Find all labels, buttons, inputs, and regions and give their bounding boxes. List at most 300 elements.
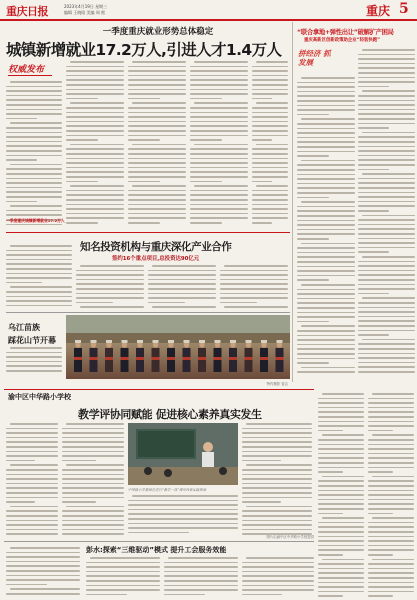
- dancer-sash: [105, 357, 113, 360]
- text-line: [6, 579, 80, 581]
- text-line: [66, 107, 124, 109]
- text-line: [128, 194, 186, 196]
- text-line: [368, 411, 414, 413]
- text-line: [62, 487, 124, 489]
- text-line: [318, 526, 364, 528]
- dancer-head: [122, 342, 127, 347]
- lead-headline: 城镇新增就业17.2万人,引进人才1.4万人: [6, 41, 282, 59]
- text-line: [6, 515, 58, 517]
- text-line: [358, 233, 415, 235]
- text-line: [10, 81, 62, 83]
- text-line: [6, 136, 62, 138]
- text-line: [6, 552, 80, 554]
- text-line: [358, 201, 415, 203]
- text-line: [190, 162, 248, 164]
- text-line: [252, 135, 288, 137]
- text-line: [66, 79, 124, 81]
- col-divider: [292, 22, 293, 382]
- text-line: [297, 215, 355, 217]
- text-line: [252, 181, 272, 183]
- text-line: [66, 93, 124, 95]
- text-line: [318, 457, 364, 459]
- right-top-column-2: [358, 48, 415, 376]
- dancer-head: [230, 342, 235, 347]
- text-line: [362, 215, 415, 217]
- text-line: [6, 263, 72, 265]
- text-line: [358, 81, 415, 83]
- text-line: [256, 61, 288, 63]
- text-line: [128, 153, 186, 155]
- text-line: [242, 492, 312, 494]
- text-line: [318, 522, 364, 524]
- text-line: [76, 279, 144, 281]
- dancer-headdress: [277, 340, 283, 343]
- text-line: [368, 526, 414, 528]
- text-line: [368, 407, 414, 409]
- text-line: [66, 162, 124, 164]
- text-line: [194, 185, 248, 187]
- text-line: [252, 139, 272, 141]
- school-column-3: [128, 494, 238, 536]
- text-line: [297, 330, 355, 332]
- text-line: [6, 104, 62, 106]
- text-line: [62, 474, 124, 476]
- text-line: [6, 86, 62, 88]
- text-line: [318, 421, 364, 423]
- text-line: [6, 441, 58, 443]
- text-line: [322, 434, 364, 436]
- dancer-sash: [74, 357, 82, 360]
- text-line: [358, 307, 415, 309]
- dancer-sash: [276, 357, 284, 360]
- dancer-head: [184, 342, 189, 347]
- text-line: [318, 444, 364, 446]
- text-line: [90, 557, 160, 559]
- text-line: [242, 589, 314, 591]
- text-line: [358, 334, 389, 336]
- text-line: [242, 497, 312, 499]
- text-line: [190, 89, 248, 91]
- text-line: [368, 595, 393, 597]
- text-line: [297, 233, 355, 235]
- dancer-sash: [214, 357, 222, 360]
- text-line: [6, 250, 72, 252]
- text-line: [242, 562, 314, 564]
- text-line: [62, 451, 124, 453]
- text-line: [301, 243, 355, 245]
- dancer-headdress: [261, 340, 267, 343]
- classroom-illustration: [128, 423, 238, 485]
- text-line: [66, 167, 124, 169]
- text-line: [128, 148, 186, 150]
- text-line: [368, 508, 414, 510]
- text-line: [6, 95, 62, 97]
- text-line: [252, 194, 288, 196]
- text-line: [128, 125, 186, 127]
- text-line: [190, 217, 248, 219]
- text-line: [362, 297, 415, 299]
- text-line: [164, 562, 238, 564]
- dancer-head: [246, 342, 251, 347]
- school-column-4: [242, 422, 312, 536]
- text-line: [128, 70, 186, 72]
- text-line: [10, 286, 72, 288]
- text-line: [6, 529, 58, 531]
- text-line: [66, 190, 124, 192]
- text-line: [318, 494, 364, 496]
- text-line: [358, 270, 415, 272]
- text-line: [368, 522, 414, 524]
- text-line: [6, 145, 62, 147]
- text-line: [242, 510, 312, 512]
- text-line: [358, 109, 415, 111]
- text-line: [66, 84, 124, 86]
- text-line: [358, 302, 415, 304]
- text-line: [6, 478, 58, 480]
- text-line: [132, 144, 186, 146]
- text-line: [190, 70, 248, 72]
- text-line: [252, 222, 272, 224]
- text-line: [242, 529, 312, 531]
- right-top-column-1: [297, 76, 355, 376]
- text-line: [242, 432, 312, 434]
- text-line: [358, 353, 415, 355]
- text-line: [318, 503, 364, 505]
- text-line: [128, 116, 186, 118]
- text-line: [152, 265, 216, 267]
- text-line: [358, 187, 415, 189]
- text-line: [256, 144, 288, 146]
- text-line: [297, 348, 355, 350]
- text-line: [358, 104, 415, 106]
- text-line: [6, 584, 47, 586]
- mid-column-3: [148, 264, 216, 310]
- text-line: [66, 116, 124, 118]
- text-line: [10, 464, 58, 466]
- text-line: [128, 121, 186, 123]
- text-line: [246, 557, 314, 559]
- text-line: [6, 533, 58, 535]
- text-line: [301, 367, 355, 369]
- date-line: 2023年4月19日 星期三: [64, 4, 108, 9]
- text-line: [6, 182, 62, 184]
- text-line: [164, 575, 238, 577]
- text-line: [66, 176, 124, 178]
- text-line: [62, 460, 96, 462]
- text-line: [6, 141, 62, 143]
- text-line: [164, 589, 238, 591]
- text-line: [322, 393, 364, 395]
- text-line: [190, 125, 248, 127]
- text-line: [368, 577, 414, 579]
- text-line: [242, 455, 312, 457]
- text-line: [6, 469, 58, 471]
- text-line: [297, 298, 355, 300]
- text-line: [297, 266, 355, 268]
- text-line: [66, 204, 124, 206]
- text-line: [66, 194, 124, 196]
- text-line: [256, 102, 288, 104]
- text-line: [6, 520, 58, 522]
- text-line: [358, 196, 415, 198]
- text-line: [358, 219, 415, 221]
- text-line: [362, 256, 415, 258]
- text-line: [224, 265, 288, 267]
- section-name: 重庆: [366, 4, 391, 18]
- text-line: [66, 199, 124, 201]
- text-line: [368, 540, 414, 542]
- text-line: [62, 483, 124, 485]
- text-line: [10, 122, 62, 124]
- text-line: [62, 441, 124, 443]
- text-line: [301, 201, 355, 203]
- text-line: [164, 566, 238, 568]
- text-line: [368, 416, 414, 418]
- text-line: [190, 75, 248, 77]
- text-line: [252, 93, 288, 95]
- text-line: [297, 206, 355, 208]
- text-line: [6, 501, 35, 503]
- text-line: [190, 176, 248, 178]
- text-line: [297, 252, 355, 254]
- text-line: [6, 159, 37, 161]
- text-line: [6, 191, 62, 193]
- text-line: [220, 283, 288, 285]
- text-line: [358, 159, 415, 161]
- bottom-headline: 彭水:探索“三维驱动”模式 提升工会服务效能: [86, 546, 227, 554]
- text-line: [6, 524, 58, 526]
- text-line: [6, 214, 62, 216]
- text-line: [66, 208, 124, 210]
- text-line: [62, 455, 124, 457]
- text-line: [190, 121, 248, 123]
- text-line: [362, 173, 415, 175]
- text-line: [358, 357, 415, 359]
- text-line: [358, 146, 415, 148]
- photo-title-line-1: 乌江苗族: [8, 323, 40, 332]
- text-line: [190, 153, 248, 155]
- text-line: [297, 307, 355, 309]
- text-line: [297, 302, 355, 304]
- text-line: [297, 270, 355, 272]
- mid-headline: 知名投资机构与重庆深化产业合作: [80, 241, 232, 253]
- text-line: [86, 585, 160, 587]
- text-line: [242, 483, 312, 485]
- text-line: [76, 302, 113, 304]
- text-line: [80, 306, 144, 308]
- dancer-headdress: [91, 340, 97, 343]
- mid-column-2: [76, 264, 144, 310]
- text-line: [168, 557, 238, 559]
- lead-kicker: 一季度重庆就业形势总体稳定: [102, 27, 214, 37]
- text-line: [128, 158, 186, 160]
- bottom-column-2: [86, 556, 160, 598]
- text-line: [242, 524, 312, 526]
- right-lower-column-2: [368, 392, 414, 598]
- mid-subhead: 签约16个重点项目,总投资达90亿元: [112, 256, 200, 262]
- text-line: [190, 199, 248, 201]
- text-line: [318, 508, 364, 510]
- text-line: [62, 533, 124, 535]
- text-line: [368, 402, 414, 404]
- page-number: 5: [399, 1, 409, 17]
- text-line: [252, 153, 288, 155]
- text-line: [128, 112, 186, 114]
- text-line: [358, 224, 415, 226]
- text-line: [368, 563, 414, 565]
- text-line: [358, 261, 415, 263]
- text-line: [190, 84, 248, 86]
- photo-story-text: [6, 346, 62, 374]
- lead-subhead: 一季度重庆城镇新增就业17.2万人: [6, 218, 65, 223]
- lead-column-5: [252, 60, 288, 228]
- text-line: [148, 279, 216, 281]
- text-line: [6, 178, 62, 180]
- text-line: [242, 585, 314, 587]
- dancer-headdress: [184, 340, 190, 343]
- text-line: [297, 229, 355, 231]
- text-line: [164, 585, 238, 587]
- text-line: [301, 284, 355, 286]
- text-line: [318, 591, 364, 593]
- dancer-sash: [229, 357, 237, 360]
- text-line: [297, 321, 329, 323]
- text-line: [6, 201, 37, 203]
- text-line: [190, 204, 248, 206]
- text-line: [76, 283, 144, 285]
- text-line: [10, 588, 80, 590]
- text-line: [358, 288, 415, 290]
- text-line: [358, 54, 415, 56]
- text-line: [6, 492, 58, 494]
- text-line: [252, 98, 272, 100]
- text-line: [318, 513, 343, 515]
- text-line: [318, 402, 364, 404]
- text-line: [128, 509, 238, 511]
- text-line: [358, 242, 415, 244]
- dancer-head: [137, 342, 142, 347]
- text-line: [297, 275, 355, 277]
- text-line: [66, 506, 124, 508]
- paper-logo: 重庆日报: [6, 5, 48, 18]
- text-line: [301, 118, 355, 120]
- text-line: [297, 220, 355, 222]
- right-lower-column-1: [318, 392, 364, 598]
- text-line: [10, 205, 62, 207]
- text-line: [358, 123, 415, 125]
- text-line: [148, 270, 216, 272]
- text-line: [190, 66, 248, 68]
- text-line: [10, 506, 58, 508]
- text-line: [297, 316, 355, 318]
- text-line: [190, 107, 248, 109]
- text-line: [358, 311, 415, 313]
- text-line: [6, 277, 72, 279]
- text-line: [297, 169, 355, 171]
- text-line: [190, 112, 248, 114]
- text-line: [297, 141, 355, 143]
- text-line: [297, 256, 355, 258]
- text-line: [322, 517, 364, 519]
- text-line: [368, 439, 414, 441]
- bottom-top-rule: [4, 541, 314, 542]
- text-line: [252, 112, 288, 114]
- text-line: [297, 82, 355, 84]
- text-line: [6, 483, 58, 485]
- text-line: [252, 199, 288, 201]
- text-line: [368, 586, 414, 588]
- mid-column-1: [6, 244, 72, 310]
- text-line: [190, 98, 222, 100]
- text-line: [358, 343, 415, 345]
- text-line: [372, 517, 414, 519]
- text-line: [297, 247, 355, 249]
- text-line: [220, 279, 288, 281]
- text-line: [297, 155, 329, 157]
- text-line: [6, 254, 72, 256]
- text-line: [86, 566, 160, 568]
- text-line: [128, 135, 186, 137]
- editors-line: 编辑 王晓阳 美编 周 熙: [64, 10, 106, 15]
- school-label: 渝中区中华路小学校: [8, 393, 71, 401]
- text-line: [6, 437, 58, 439]
- mid-column-4: [220, 264, 288, 310]
- text-line: [66, 171, 124, 173]
- text-line: [358, 316, 415, 318]
- text-line: [358, 371, 415, 373]
- text-line: [86, 594, 127, 596]
- text-line: [62, 428, 124, 430]
- text-line: [358, 265, 415, 267]
- text-line: [322, 476, 364, 478]
- text-line: [368, 494, 414, 496]
- lead-column-2: [66, 60, 124, 228]
- text-line: [152, 306, 216, 308]
- school-headline: 教学评协同赋能 促进核心素养真实发生: [78, 408, 262, 421]
- text-line: [297, 335, 355, 337]
- text-line: [6, 210, 62, 212]
- text-line: [6, 282, 42, 284]
- text-line: [368, 499, 414, 501]
- dancer-sash: [245, 357, 253, 360]
- text-line: [10, 164, 62, 166]
- text-line: [362, 132, 415, 134]
- lead-column-3: [128, 60, 186, 228]
- text-line: [368, 485, 414, 487]
- text-line: [297, 339, 355, 341]
- text-line: [128, 504, 238, 506]
- photo-story-title: [8, 322, 62, 346]
- text-line: [318, 448, 364, 450]
- text-line: [297, 358, 355, 360]
- text-line: [66, 98, 98, 100]
- text-line: [66, 139, 98, 141]
- text-line: [297, 353, 355, 355]
- text-line: [242, 580, 314, 582]
- text-line: [252, 130, 288, 132]
- text-line: [6, 510, 58, 512]
- text-line: [128, 167, 186, 169]
- dancer-head: [106, 342, 111, 347]
- dancer-sash: [152, 357, 160, 360]
- text-line: [220, 302, 257, 304]
- photo-credit: 特约摄影 曾志: [266, 382, 288, 386]
- text-line: [62, 469, 124, 471]
- school-photo-credit: 图片由渝中区中华路小学校提供: [266, 535, 314, 539]
- text-line: [164, 580, 238, 582]
- text-line: [252, 217, 288, 219]
- text-line: [358, 150, 415, 152]
